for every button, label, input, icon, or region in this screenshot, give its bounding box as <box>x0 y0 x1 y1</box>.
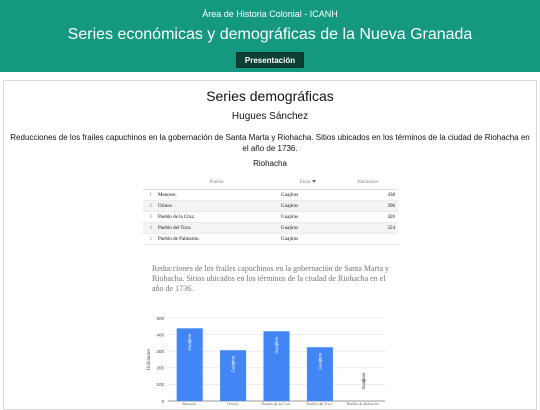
site-title: Series económicas y demográficas de la Nueva Granada <box>67 26 473 43</box>
site-header <box>0 0 540 72</box>
x-tick-label: Pueblo del Toco. <box>306 401 334 405</box>
table-header-index <box>143 176 155 190</box>
section-title: Series demográficas <box>206 88 334 104</box>
x-tick-label: Pueblo de Palmarito. <box>346 401 381 405</box>
bar-label: Guajiros <box>187 333 193 351</box>
place-title: Riohacha <box>253 159 287 168</box>
x-tick-label: Pueblo de la Cruz. <box>261 401 292 405</box>
bar-label: Guajiros <box>317 352 323 370</box>
author-name: Hugues Sánchez <box>231 111 309 122</box>
sort-arrow-icon <box>312 180 316 183</box>
y-tick-label: 200 <box>156 365 164 371</box>
series-description: Reducciones de los frailes capuchinos en la gobernación de Santa Marta y Riohacha. Sitios ubicados en los términos de la ciudad de Riohacha en el año de 1736. <box>10 133 530 153</box>
table-row[interactable]: 5 Pueblo de Palmarito. Guajiros <box>143 234 398 245</box>
table-row[interactable]: 2 Orinos. Guajiros 306 <box>143 201 398 212</box>
data-table <box>143 176 398 245</box>
table-row[interactable]: 4 Pueblo del Toco. Guajiros 324 <box>143 223 398 234</box>
y-axis-title: Habitantes <box>147 348 152 371</box>
table-header-pueblo[interactable]: Pueblo <box>155 176 278 190</box>
bar-label: Guajiros <box>230 355 236 373</box>
table-row[interactable]: 1 Menores. Guajiros 438 <box>143 190 398 201</box>
y-tick-label: 400 <box>156 332 164 338</box>
bar-chart <box>140 300 400 405</box>
x-tick-label: Menores. <box>182 401 198 405</box>
y-tick-label: 300 <box>156 349 164 354</box>
org-name: Área de Historia Colonial - ICANH <box>202 9 338 19</box>
x-tick-label: Orinos. <box>227 401 240 405</box>
y-tick-label: 0 <box>161 398 164 404</box>
bar-label: Guajiros <box>274 336 279 354</box>
chart-title: Reducciones de los frailes capuchinos en la gobernación de Santa Marta y Riohacha. Sitios ubicados en los términos de la ciudad de Riohacha en el año de 1736. <box>152 264 390 293</box>
table-row[interactable]: 3 Pueblo de la Cruz. Guajiros 420 <box>143 212 398 223</box>
y-tick-label: 100 <box>156 382 164 388</box>
table-header-habitantes[interactable]: Habitantes <box>338 176 398 190</box>
bar-label: Guajiros <box>360 372 366 390</box>
presentacion-button[interactable]: Presentación <box>236 52 304 68</box>
y-tick-label: 500 <box>156 315 164 321</box>
table-header-etnia[interactable]: Etnia <box>278 176 338 190</box>
